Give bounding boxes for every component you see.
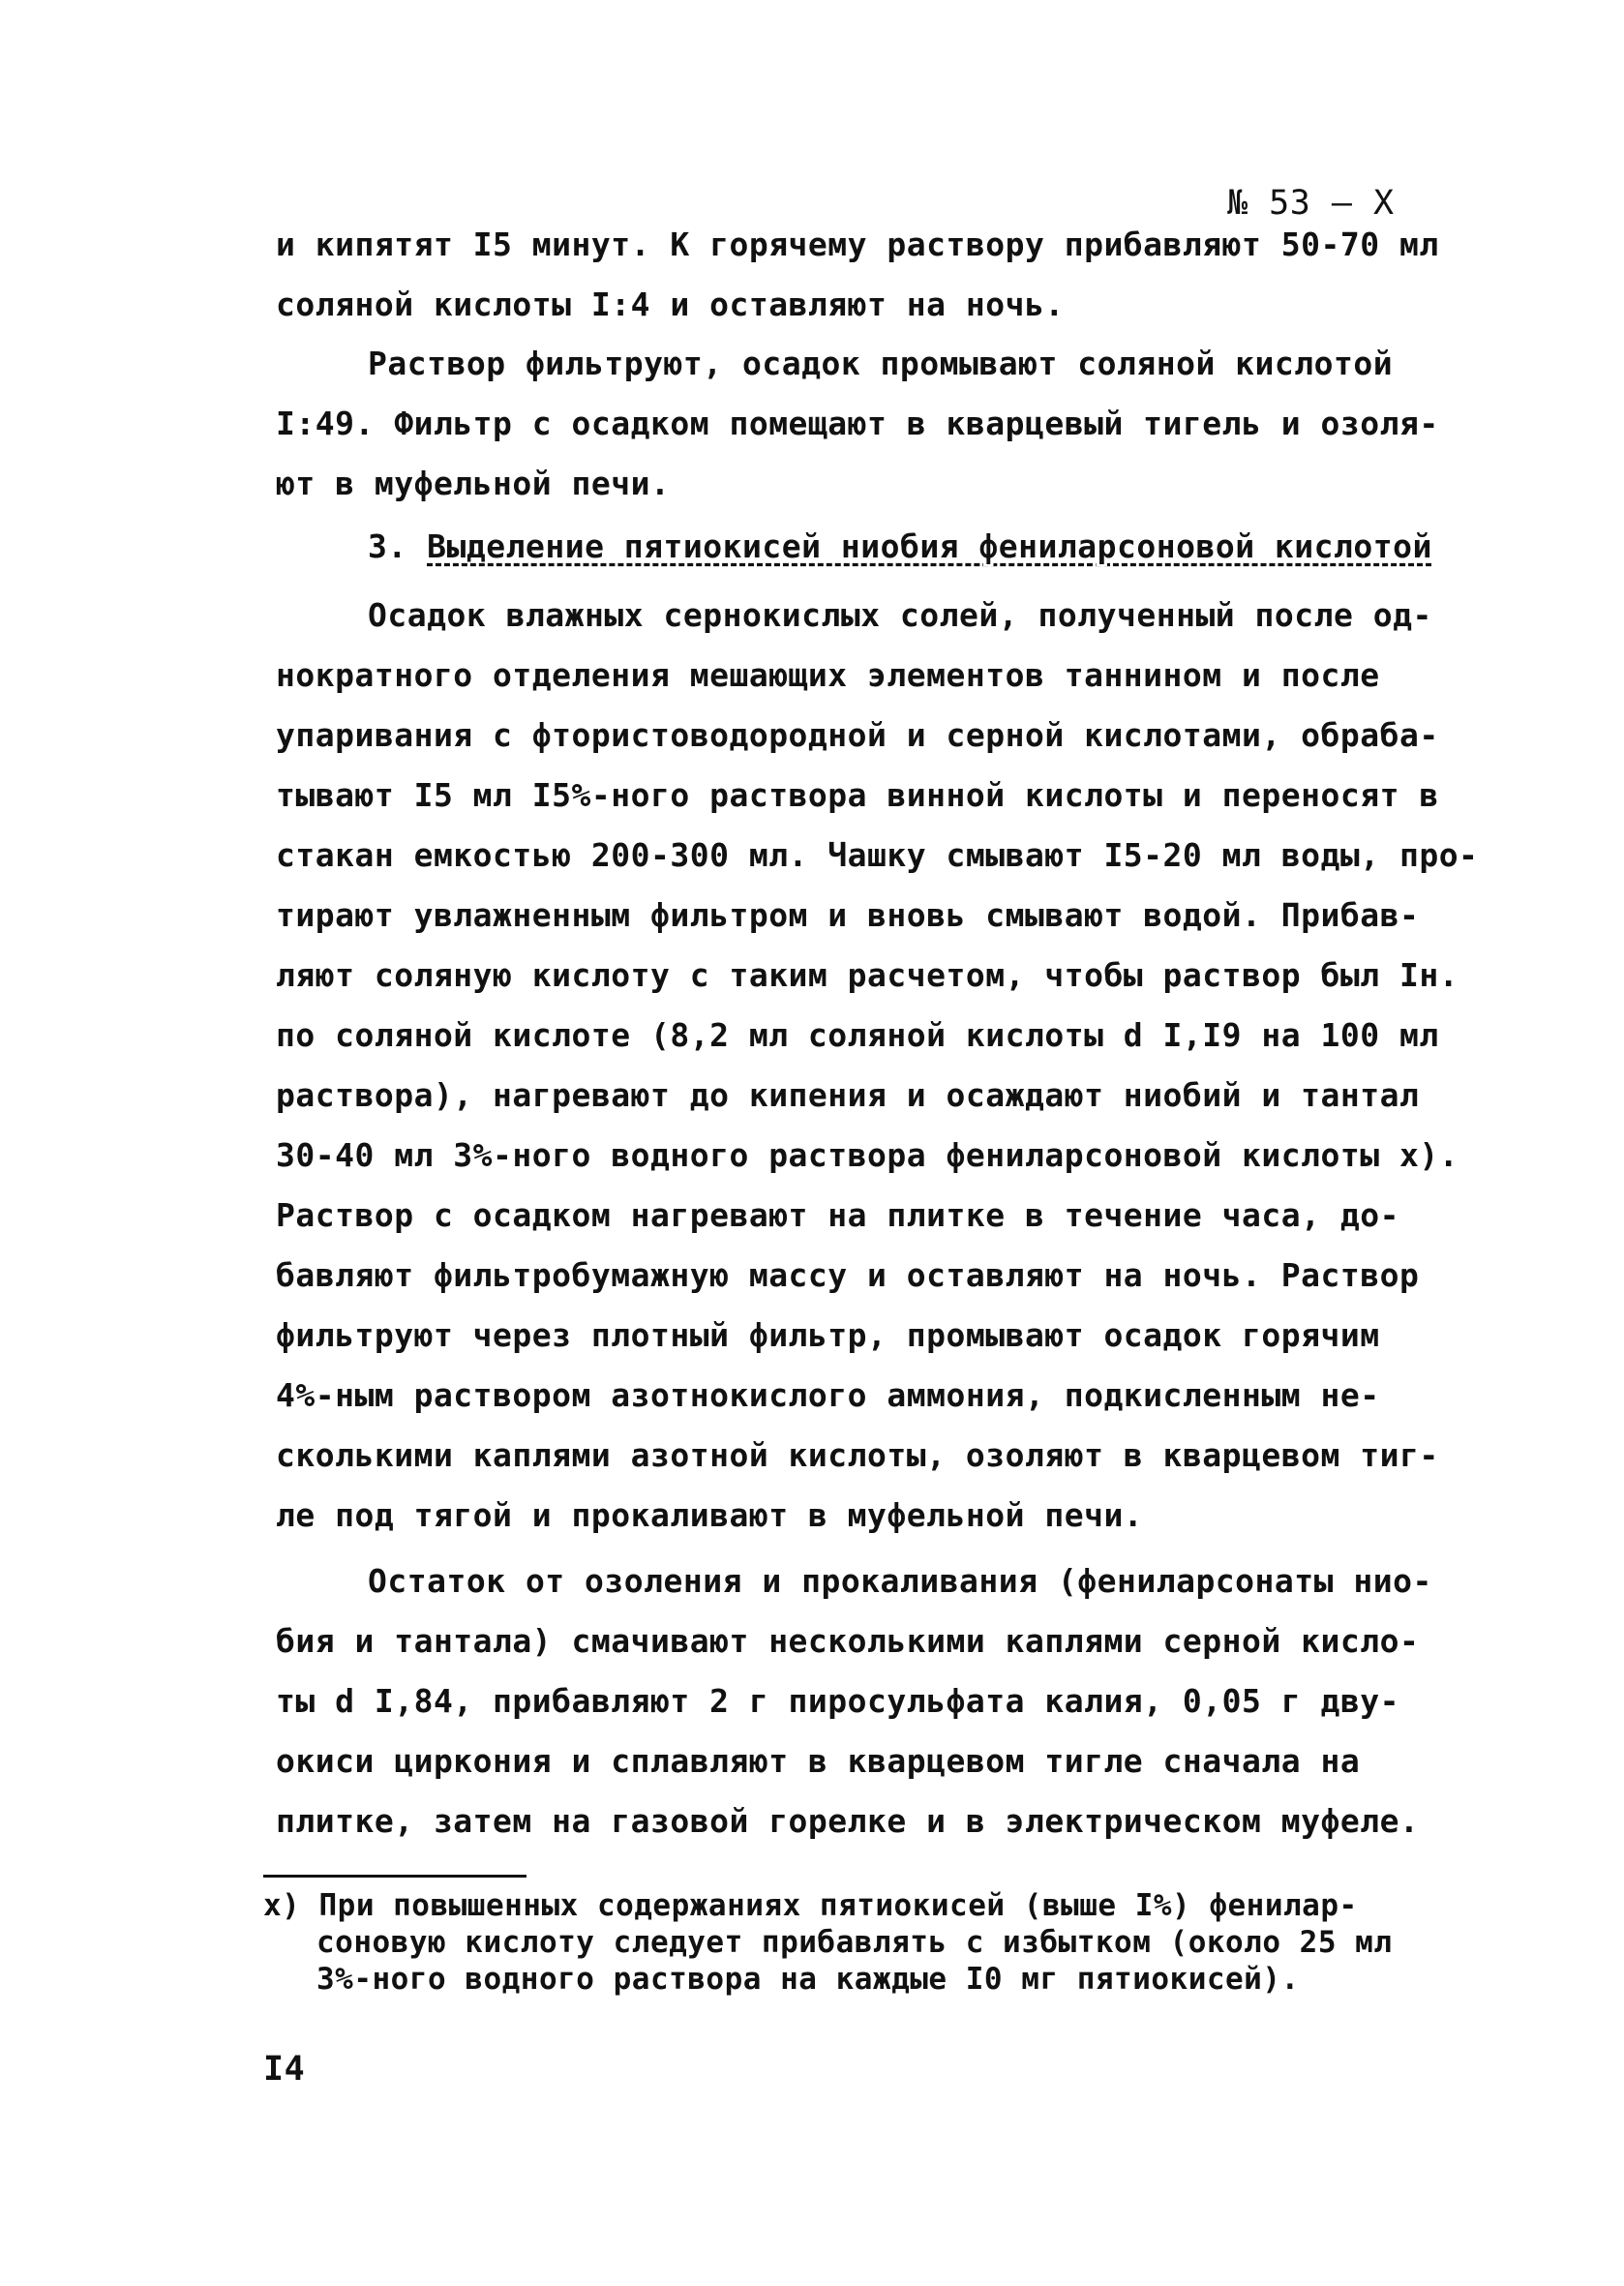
text-line: бавляют фильтробумажную массу и оставляют на ночь. Раствор bbox=[276, 1256, 1420, 1294]
text-line: соляной кислоты I:4 и оставляют на ночь. bbox=[276, 286, 1065, 323]
text-line: ты d I,84, прибавляют 2 г пиросульфата калия, 0,05 г дву- bbox=[276, 1682, 1399, 1720]
text-line: Раствор фильтруют, осадок промывают соляной кислотой bbox=[368, 345, 1394, 382]
text-line: ле под тягой и прокаливают в муфельной печи. bbox=[276, 1496, 1144, 1534]
text-line: фильтруют через плотный фильтр, промывают осадок горячим bbox=[276, 1316, 1380, 1354]
text-line: тывают I5 мл I5%-ного раствора винной кислоты и переносят в bbox=[276, 776, 1439, 814]
section-number: 3. bbox=[368, 527, 407, 565]
text-line: I:49. Фильтр с осадком помещают в кварцевый тигель и озоля- bbox=[276, 405, 1439, 442]
text-line: бия и тантала) смачивают несколькими каплями серной кисло- bbox=[276, 1622, 1420, 1660]
text-line: и кипятят I5 минут. К горячему раствору прибавляют 50-70 мл bbox=[276, 226, 1439, 263]
text-line: ляют соляную кислоту с таким расчетом, чтобы раствор был Iн. bbox=[276, 956, 1459, 994]
section-heading bbox=[368, 527, 1432, 565]
text-line: сколькими каплями азотной кислоты, озоляют в кварцевом тиг- bbox=[276, 1436, 1439, 1474]
text-line: 30-40 мл 3%-ного водного раствора фениларсоновой кислоты x). bbox=[276, 1136, 1459, 1174]
paragraph-fusion bbox=[276, 1551, 1432, 1851]
paragraph-filtration bbox=[276, 334, 1439, 514]
text-line: Раствор с осадком нагревают на плитке в течение часа, до- bbox=[276, 1196, 1399, 1234]
footnote-line: соновую кислоту следует прибавлять с избытком (около 25 мл bbox=[316, 1925, 1393, 1960]
text-line: ют в муфельной печи. bbox=[276, 465, 671, 502]
footnote-divider bbox=[263, 1875, 526, 1878]
section-title: Выделение пятиокисей ниобия фенилapсоновой кислотой bbox=[427, 527, 1432, 565]
text-line: тирают увлажненным фильтром и вновь смывают водой. Прибав- bbox=[276, 896, 1420, 934]
text-line: стакан емкостью 200-300 мл. Чашку смывают I5-20 мл воды, про- bbox=[276, 836, 1479, 874]
text-line: 4%-ным раствором азотнокислого аммония, подкисленным не- bbox=[276, 1376, 1380, 1414]
text-line: Осадок влажных сернокислых солей, полученный после од- bbox=[368, 596, 1432, 634]
document-number: № 53 – X bbox=[1227, 184, 1395, 223]
footnote-line: x) При повышенных содержаниях пятиокисей (выше I%) фенилар- bbox=[263, 1888, 1358, 1923]
text-line: нократного отделения мешающих элементов таннином и после bbox=[276, 656, 1380, 694]
text-line: упаривания с фтористоводородной и серной кислотами, обраба- bbox=[276, 716, 1439, 754]
text-line: плитке, затем на газовой горелке и в электрическом муфеле. bbox=[276, 1802, 1420, 1840]
text-line: Остаток от озоления и прокаливания (фениларсонаты нио- bbox=[368, 1562, 1432, 1600]
paragraph-precipitation bbox=[276, 586, 1479, 1546]
text-line: по соляной кислоте (8,2 мл соляной кислоты d I,I9 на 100 мл bbox=[276, 1016, 1439, 1054]
footnote bbox=[263, 1887, 1393, 1998]
page-number: I4 bbox=[263, 2050, 306, 2089]
paragraph-continuation bbox=[276, 215, 1439, 335]
footnote-line: 3%-ного водного раствора на каждые I0 мг пятиокисей). bbox=[316, 1962, 1300, 1997]
text-line: раствора), нагревают до кипения и осаждают ниобий и тантал bbox=[276, 1076, 1420, 1114]
text-line: окиси циркония и сплавляют в кварцевом тигле сначала на bbox=[276, 1742, 1361, 1780]
